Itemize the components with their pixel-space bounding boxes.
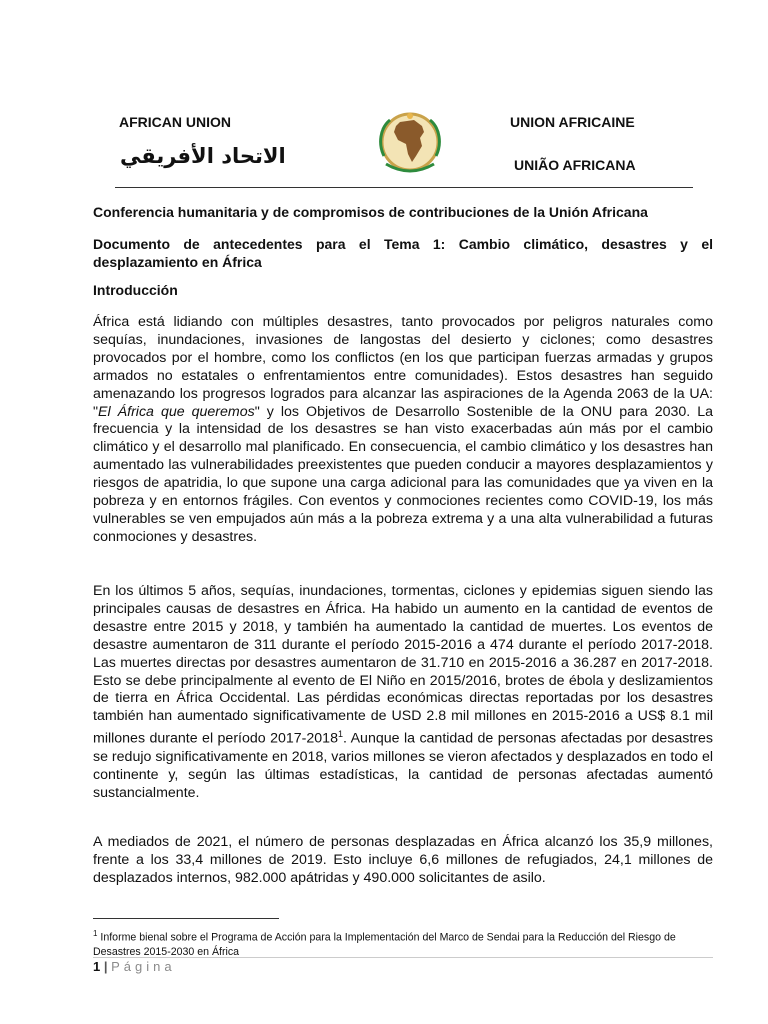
- header-divider: [115, 187, 693, 188]
- paragraph-1-text-a: África está lidiando con múltiples desastres, tanto provocados por peligros naturales como sequías, inundaciones, invasiones de langostas del desierto y ciclones; como desastres provocados por el hombre, como los conflictos (en los que participan fuerzas armadas y grupos armados no estatales o enfrentamientos entre comunidades). Estos desastres han seguido amenazando los progresos logrados para alcanzar las aspiraciones de la Agenda 2063 de la UA: ": [93, 314, 713, 420]
- header-arabic-title: الاتحاد الأفريقي: [120, 144, 286, 168]
- paragraph-2: [93, 583, 713, 803]
- conference-title: Conferencia humanitaria y de compromisos de contribuciones de la Unión Africana: [93, 204, 648, 220]
- footer-divider: [93, 957, 713, 958]
- footnote: [93, 927, 713, 959]
- page-footer: [93, 959, 176, 974]
- paragraph-1: [93, 314, 713, 547]
- footnote-reference[interactable]: 1: [337, 729, 343, 740]
- paragraph-2-text-a: En los últimos 5 años, sequías, inundaciones, tormentas, ciclones y epidemias siguen siendo las principales causas de desastres en África. Ha habido un aumento en la cantidad de eventos de desastre entre 2015 y 2018, y también ha aumentado la cantidad de muertes. Los eventos de desastre aumentaron de 311 durante el período 2015-2016 a 474 durante el período 2017-2018. Las muertes directas por desastres aumentaron de 31.710 en 2015-2016 a 36.287 en 2017-2018. Esto se debe principalmente al evento de El Niño en 2015/2016, brotes de ébola y deslizamientos de tierra en África Occidental. Las pérdidas económicas directas reportadas por los desastres también han aumentado significativamente de USD 2.8 mil millones en 2015-2016 a US$ 8.1 mil millones durante el período 2017-2018: [93, 583, 713, 747]
- page-number: 1: [93, 959, 101, 974]
- header-left-title: AFRICAN UNION: [119, 114, 231, 130]
- header-right-title: UNION AFRICAINE: [510, 114, 635, 130]
- paragraph-1-italic: El África que queremos: [98, 403, 255, 420]
- footnote-divider: [93, 918, 279, 919]
- footer-separator: |: [103, 959, 108, 974]
- footnote-marker: 1: [93, 929, 98, 938]
- paragraph-1-text-b: " y los Objetivos de Desarrollo Sostenible de la ONU para 2030. La frecuencia y la intensidad de los desastres se han visto exacerbadas aún más por el cambio climático y el desarrollo mal planificado. En consecuencia, el cambio climático y los desastres han aumentado las vulnerabilidades preexistentes que pueden conducir a mayores desplazamientos y riesgos de apatridia, lo que supone una carga adicional para las comunidades que ya viven en la pobreza y en entornos frágiles. Con eventos y conmociones recientes como COVID-19, los más vulnerables se ven empujados aún más a la pobreza extrema y a una alta vulnerabilidad a futuras conmociones y desastres.: [93, 403, 713, 545]
- page-label: Página: [111, 959, 176, 974]
- header-portuguese-title: UNIÃO AFRICANA: [514, 157, 636, 173]
- paragraph-2-text-b: . Aunque la cantidad de personas afectadas por desastres se redujo significativamente en 2018, varios millones se vieron afectados y desplazados en todo el continente y, según las últimas estadísticas, la cantidad de personas afectadas aumentó sustancialmente.: [93, 730, 713, 801]
- footnote-text: Informe bienal sobre el Programa de Acción para la Implementación del Marco de Sendai para la Reducción del Riesgo de Desastres 2015-2030 en África: [93, 931, 676, 958]
- paragraph-3: A mediados de 2021, el número de personas desplazadas en África alcanzó los 35,9 millones, frente a los 33,4 millones de 2019. Esto incluye 6,6 millones de refugiados, 24,1 millones de desplazados internos, 982.000 apátridas y 490.000 solicitantes de asilo.: [93, 834, 713, 886]
- african-union-emblem-icon: [370, 108, 450, 180]
- intro-heading: Introducción: [93, 282, 178, 298]
- document-title: Documento de antecedentes para el Tema 1: Cambio climático, desastres y el desplazamiento en África: [93, 236, 713, 270]
